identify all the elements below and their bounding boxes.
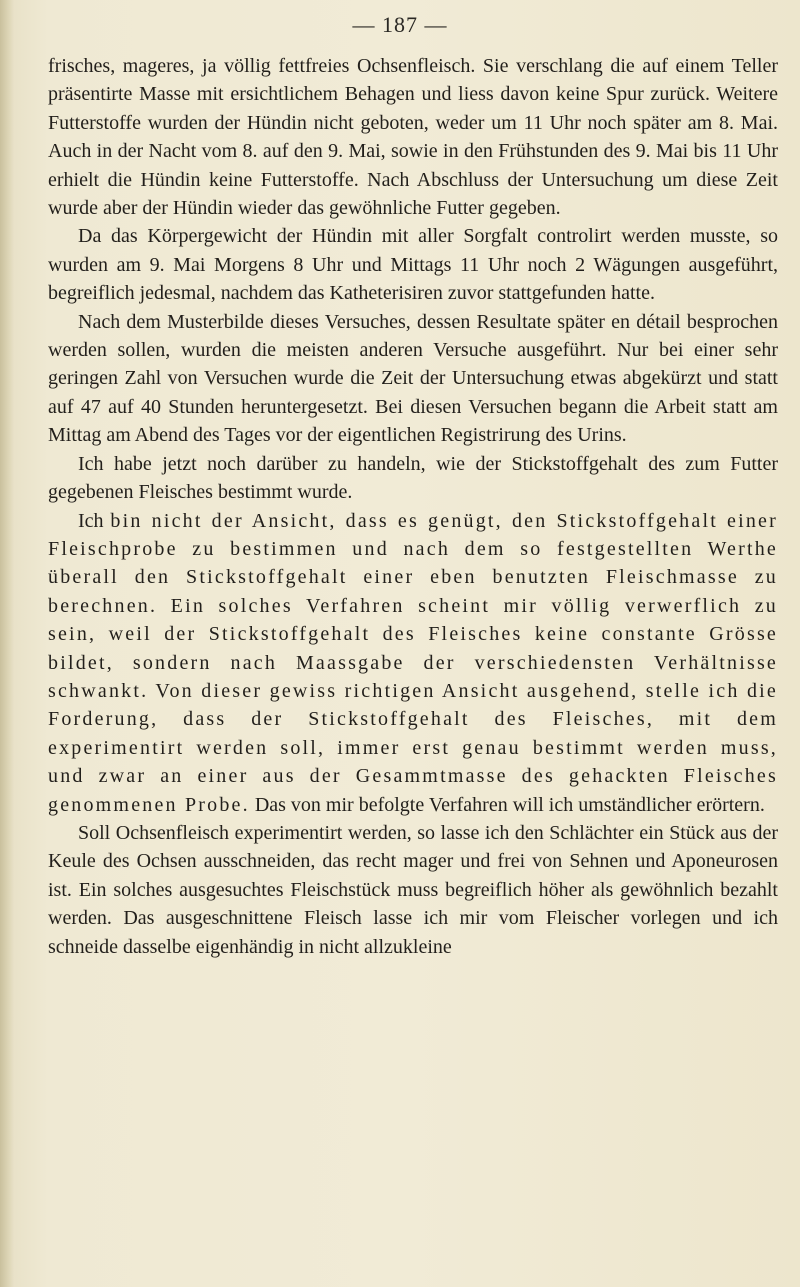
paragraph-4: Ich habe jetzt noch darüber zu handeln, wie der Stickstoffgehalt des zum Futter gegebenen Fleisches bestimmt wurde. (48, 452, 778, 504)
paragraph-1: frisches, mageres, ja völlig fettfreies Ochsenfleisch. Sie verschlang die auf einem Teller präsentirte Masse mit ersichtlichem Behagen und liess davon keine Spur zurück. Weitere Futterstoffe wurden der Hündin nicht geboten, weder um 11 Uhr noch später am 8. Mai. Auch in der Nacht vom 8. auf den 9. Mai, sowie in den Frühstunden des 9. Mai bis 11 Uhr erhielt die Hündin keine Futterstoffe. Nach Abschluss der Untersuchung um diese Zeit wurde aber der Hündin wieder das gewöhnliche Futter gegeben. (48, 55, 778, 220)
paragraph-3: Nach dem Musterbilde dieses Versuches, dessen Resultate später en détail besprochen werden sollen, wurden die meisten anderen Versuche ausgeführt. Nur bei einer sehr geringen Zahl von Versuchen wurde die Zeit der Untersuchung etwas abgekürzt und statt auf 47 auf 40 Stunden heruntergesetzt. Bei diesen Versuchen begann die Arbeit statt am Mittag am Abend des Tages vor der eigentlichen Registrirung des Urins. (48, 310, 778, 447)
body-text (48, 52, 778, 961)
paragraph-2: Da das Körpergewicht der Hündin mit aller Sorgfalt controlirt werden musste, so wurden am 9. Mai Morgens 8 Uhr und Mittags 11 Uhr noch 2 Wägungen ausgeführt, begreiflich jedesmal, nachdem das Katheterisiren zuvor stattgefunden hatte. (48, 225, 778, 305)
paragraph-5-lead: Ich (78, 509, 104, 532)
paragraph-5-spaced-emphasis: bin nicht der Ansicht, dass es genügt, den Stickstoffgehalt einer Fleischprobe zu bestimmen und nach dem so festgestellten Werthe überall den Stickstoffgehalt einer eben benutzten Fleischmasse zu berechnen. Ein solches Verfahren scheint mir völlig verwerflich zu sein, weil der Stickstoffgehalt des Fleisches keine constante Grösse bildet, sondern nach Maassgabe der verschiedensten Verhältnisse schwankt. Von dieser gewiss richtigen Ansicht ausgehend, stelle ich die Forderung, dass der Stickstoffgehalt des Fleisches, mit dem experimentirt werden soll, immer erst genau bestimmt werden muss, und zwar an einer aus der Gesammtmasse des gehackten Fleisches genommenen Probe. (48, 509, 778, 816)
page-number: — 187 — (352, 12, 448, 37)
paragraph-5 (48, 507, 778, 819)
page-spine-shadow (0, 0, 14, 1287)
paragraph-6: Soll Ochsenfleisch experimentirt werden, so lasse ich den Schlächter ein Stück aus der Keule des Ochsen ausschneiden, das recht mager und frei von Sehnen und Aponeurosen ist. Ein solches ausgesuchtes Fleischstück muss begreiflich höher als gewöhnlich bezahlt werden. Das ausgeschnittene Fleisch lasse ich mir vom Fleischer vorlegen und ich schneide dasselbe eigenhändig in nicht allzukleine (48, 821, 778, 958)
paragraph-5-tail: Das von mir befolgte Verfahren will ich umständlicher erörtern. (254, 793, 765, 816)
